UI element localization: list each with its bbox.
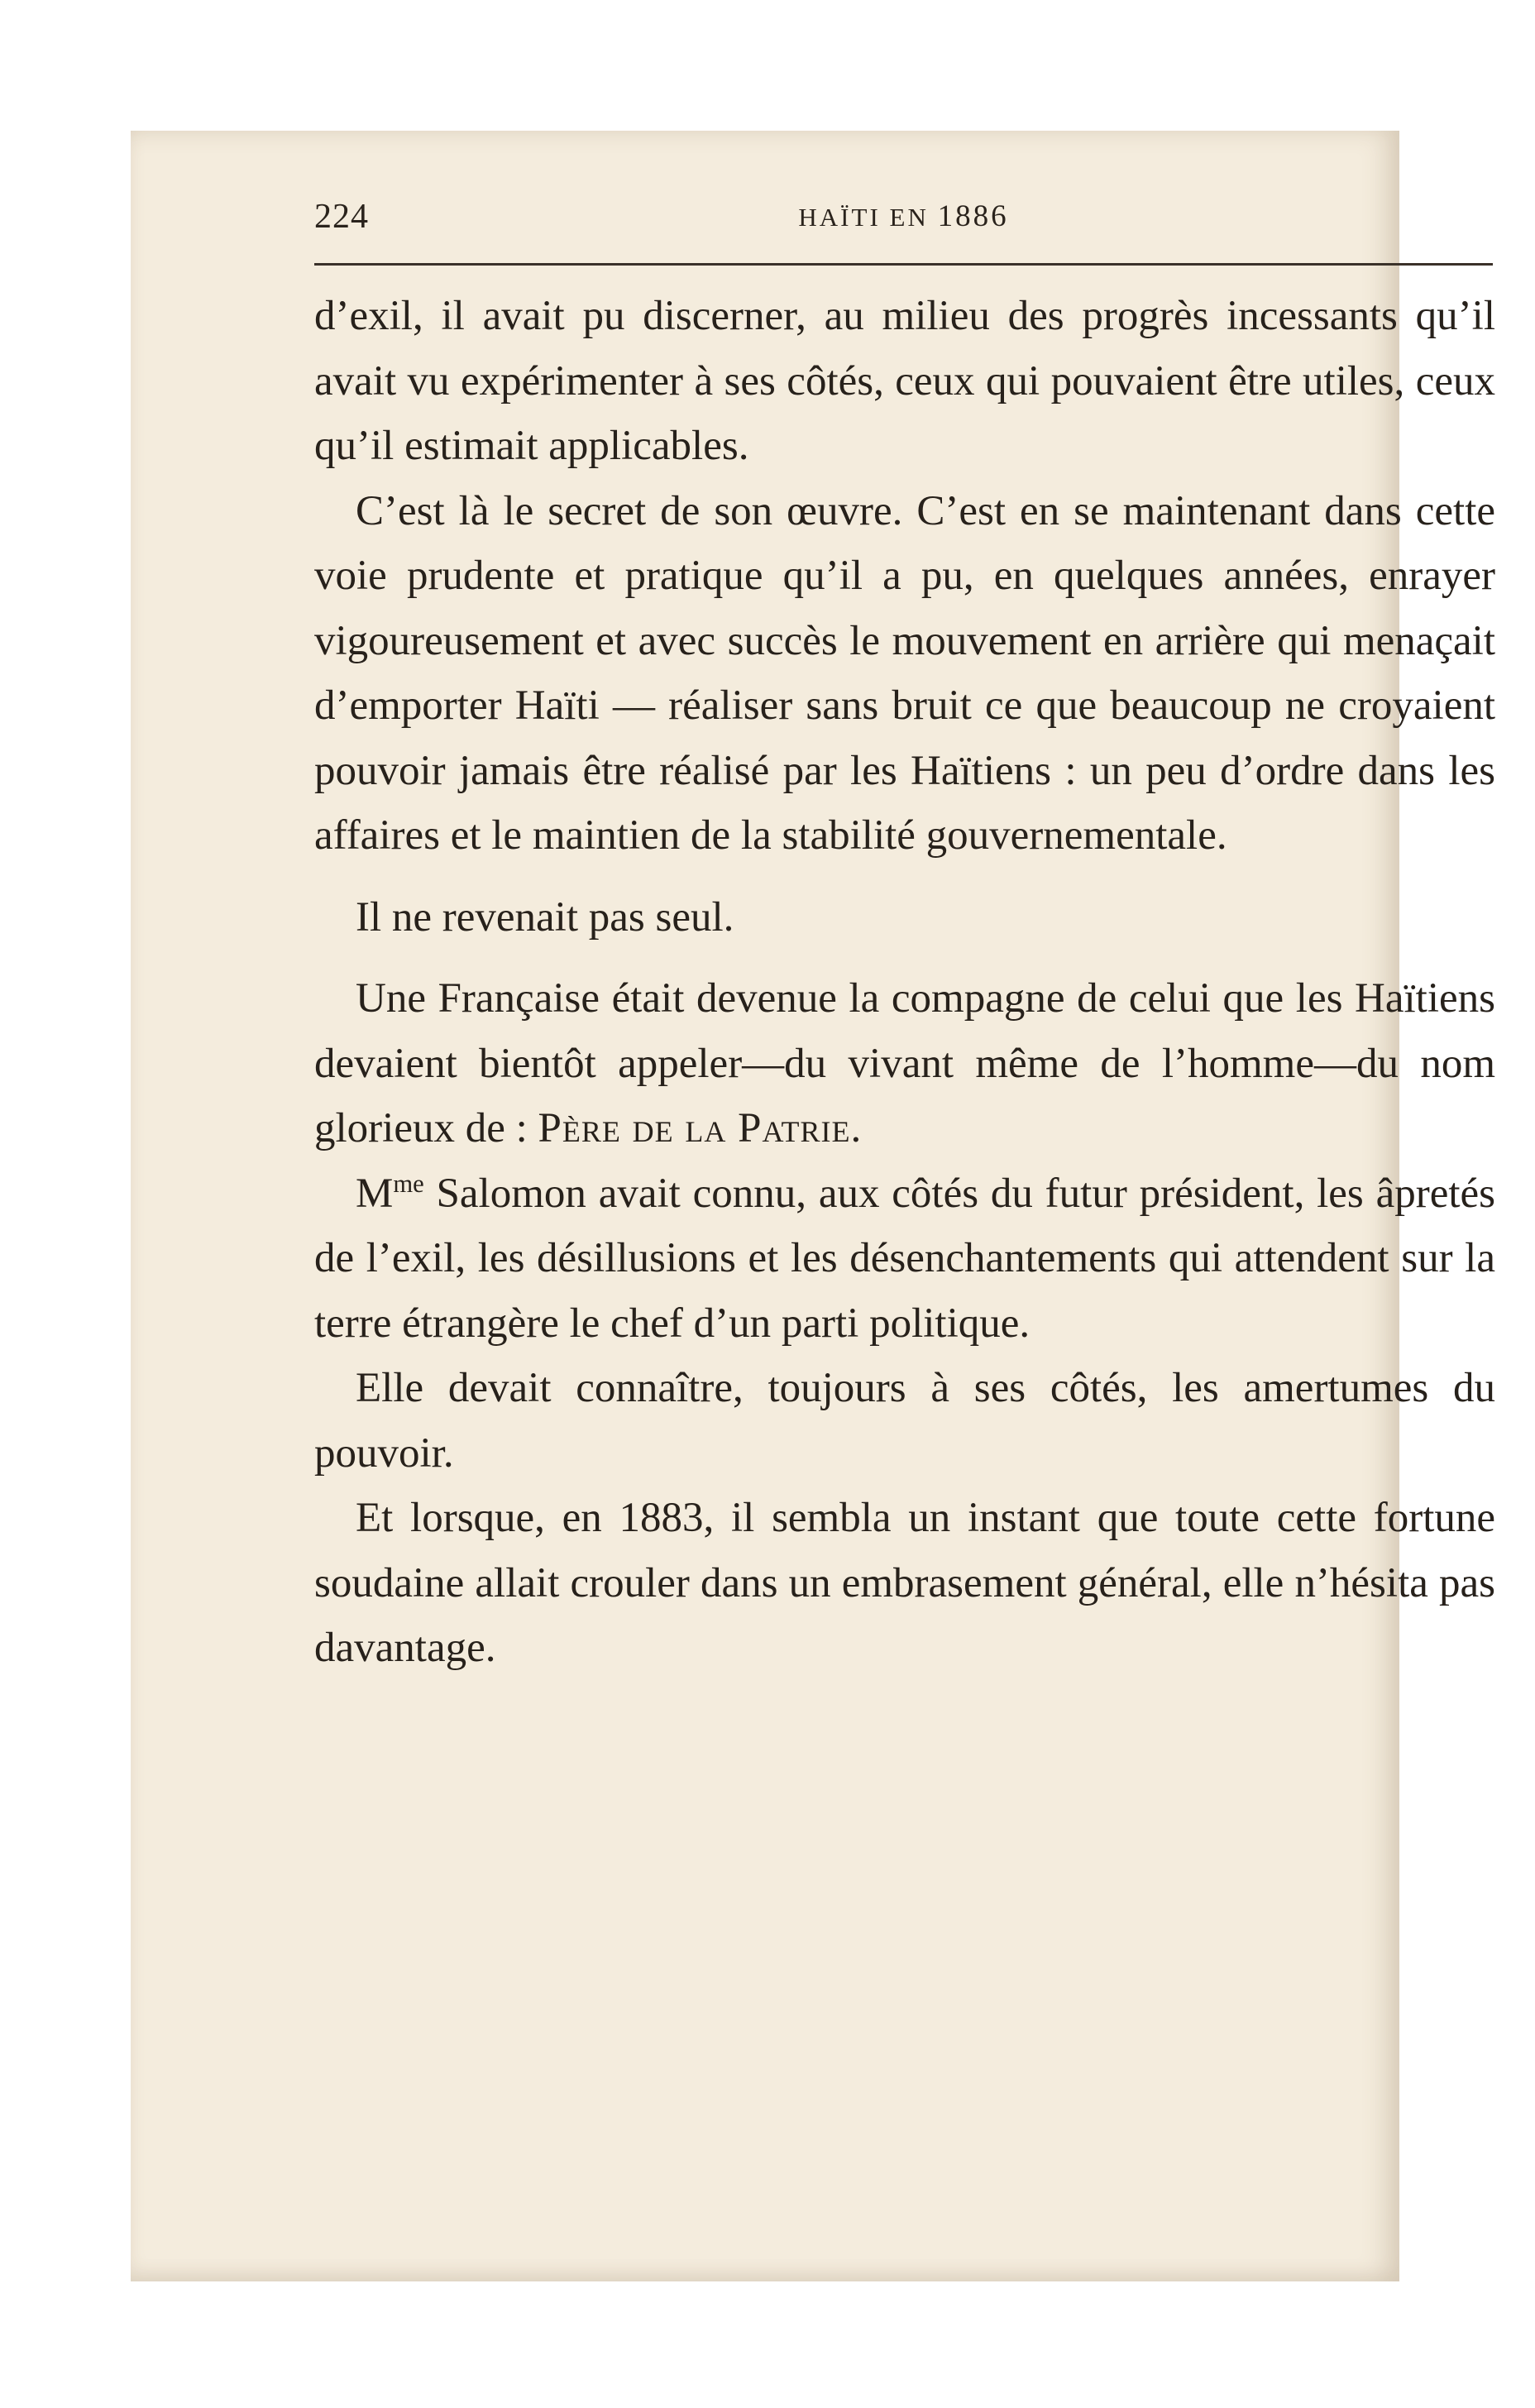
paragraph-4 xyxy=(314,966,1495,1161)
paragraph-5-m: M xyxy=(356,1170,394,1217)
paragraph-4-smallcaps: Père de la Patrie xyxy=(538,1105,851,1151)
paragraph-5-text: Salomon avait connu, aux côtés du futur président, les âpretés de l’exil, les désillusions et les désenchantements qui attendent sur la terre étrangère le chef d’un parti politique. xyxy=(314,1170,1495,1347)
paragraph-1: d’exil, il avait pu discerner, au milieu des progrès incessants qu’il avait vu expérimenter à ses côtés, ceux qui pouvaient être utiles, ceux qu’il estimait applicables. xyxy=(314,293,1495,469)
page-number: 224 xyxy=(314,198,369,236)
paragraph-3: Il ne revenait pas seul. xyxy=(356,893,734,941)
paragraph-5-superscript: me xyxy=(393,1169,424,1198)
paragraph-2: C’est là le secret de son œuvre. C’est en se maintenant dans cette voie prudente et pratique qu’il a pu, en quelques années, enrayer vigoureusement et avec succès le mouvement en arrière qui menaçait d’emporter Haïti — réaliser sans bruit ce que beaucoup ne croyaient pouvoir jamais être réalisé par les Haïtiens : un peu d’ordre dans les affaires et le maintien de la stabilité gouvernementale. xyxy=(314,487,1495,859)
book-page xyxy=(131,131,1495,2281)
running-title xyxy=(314,199,1493,234)
paragraph-7: Et lorsque, en 1883, il sembla un instant que toute cette fortune soudaine allait crouler dans un embrasement général, elle n’hésita pas davantage. xyxy=(314,1495,1495,1671)
paragraph-5 xyxy=(314,1161,1495,1357)
running-title-text: HAÏTI EN xyxy=(798,203,938,232)
paragraph-4-end: . xyxy=(850,1105,862,1151)
running-title-year: 1886 xyxy=(937,199,1009,233)
page-header xyxy=(314,197,1493,247)
page-body xyxy=(314,284,1495,1681)
paragraph-4-text: Une Française était devenue la compagne de celui que les Haïtiens devaient bientôt appeler—du vivant même de l’homme—du nom glorieux de : xyxy=(314,975,1495,1151)
paragraph-6: Elle devait connaître, toujours à ses côtés, les amertumes du pouvoir. xyxy=(314,1365,1495,1477)
header-rule xyxy=(314,263,1493,266)
